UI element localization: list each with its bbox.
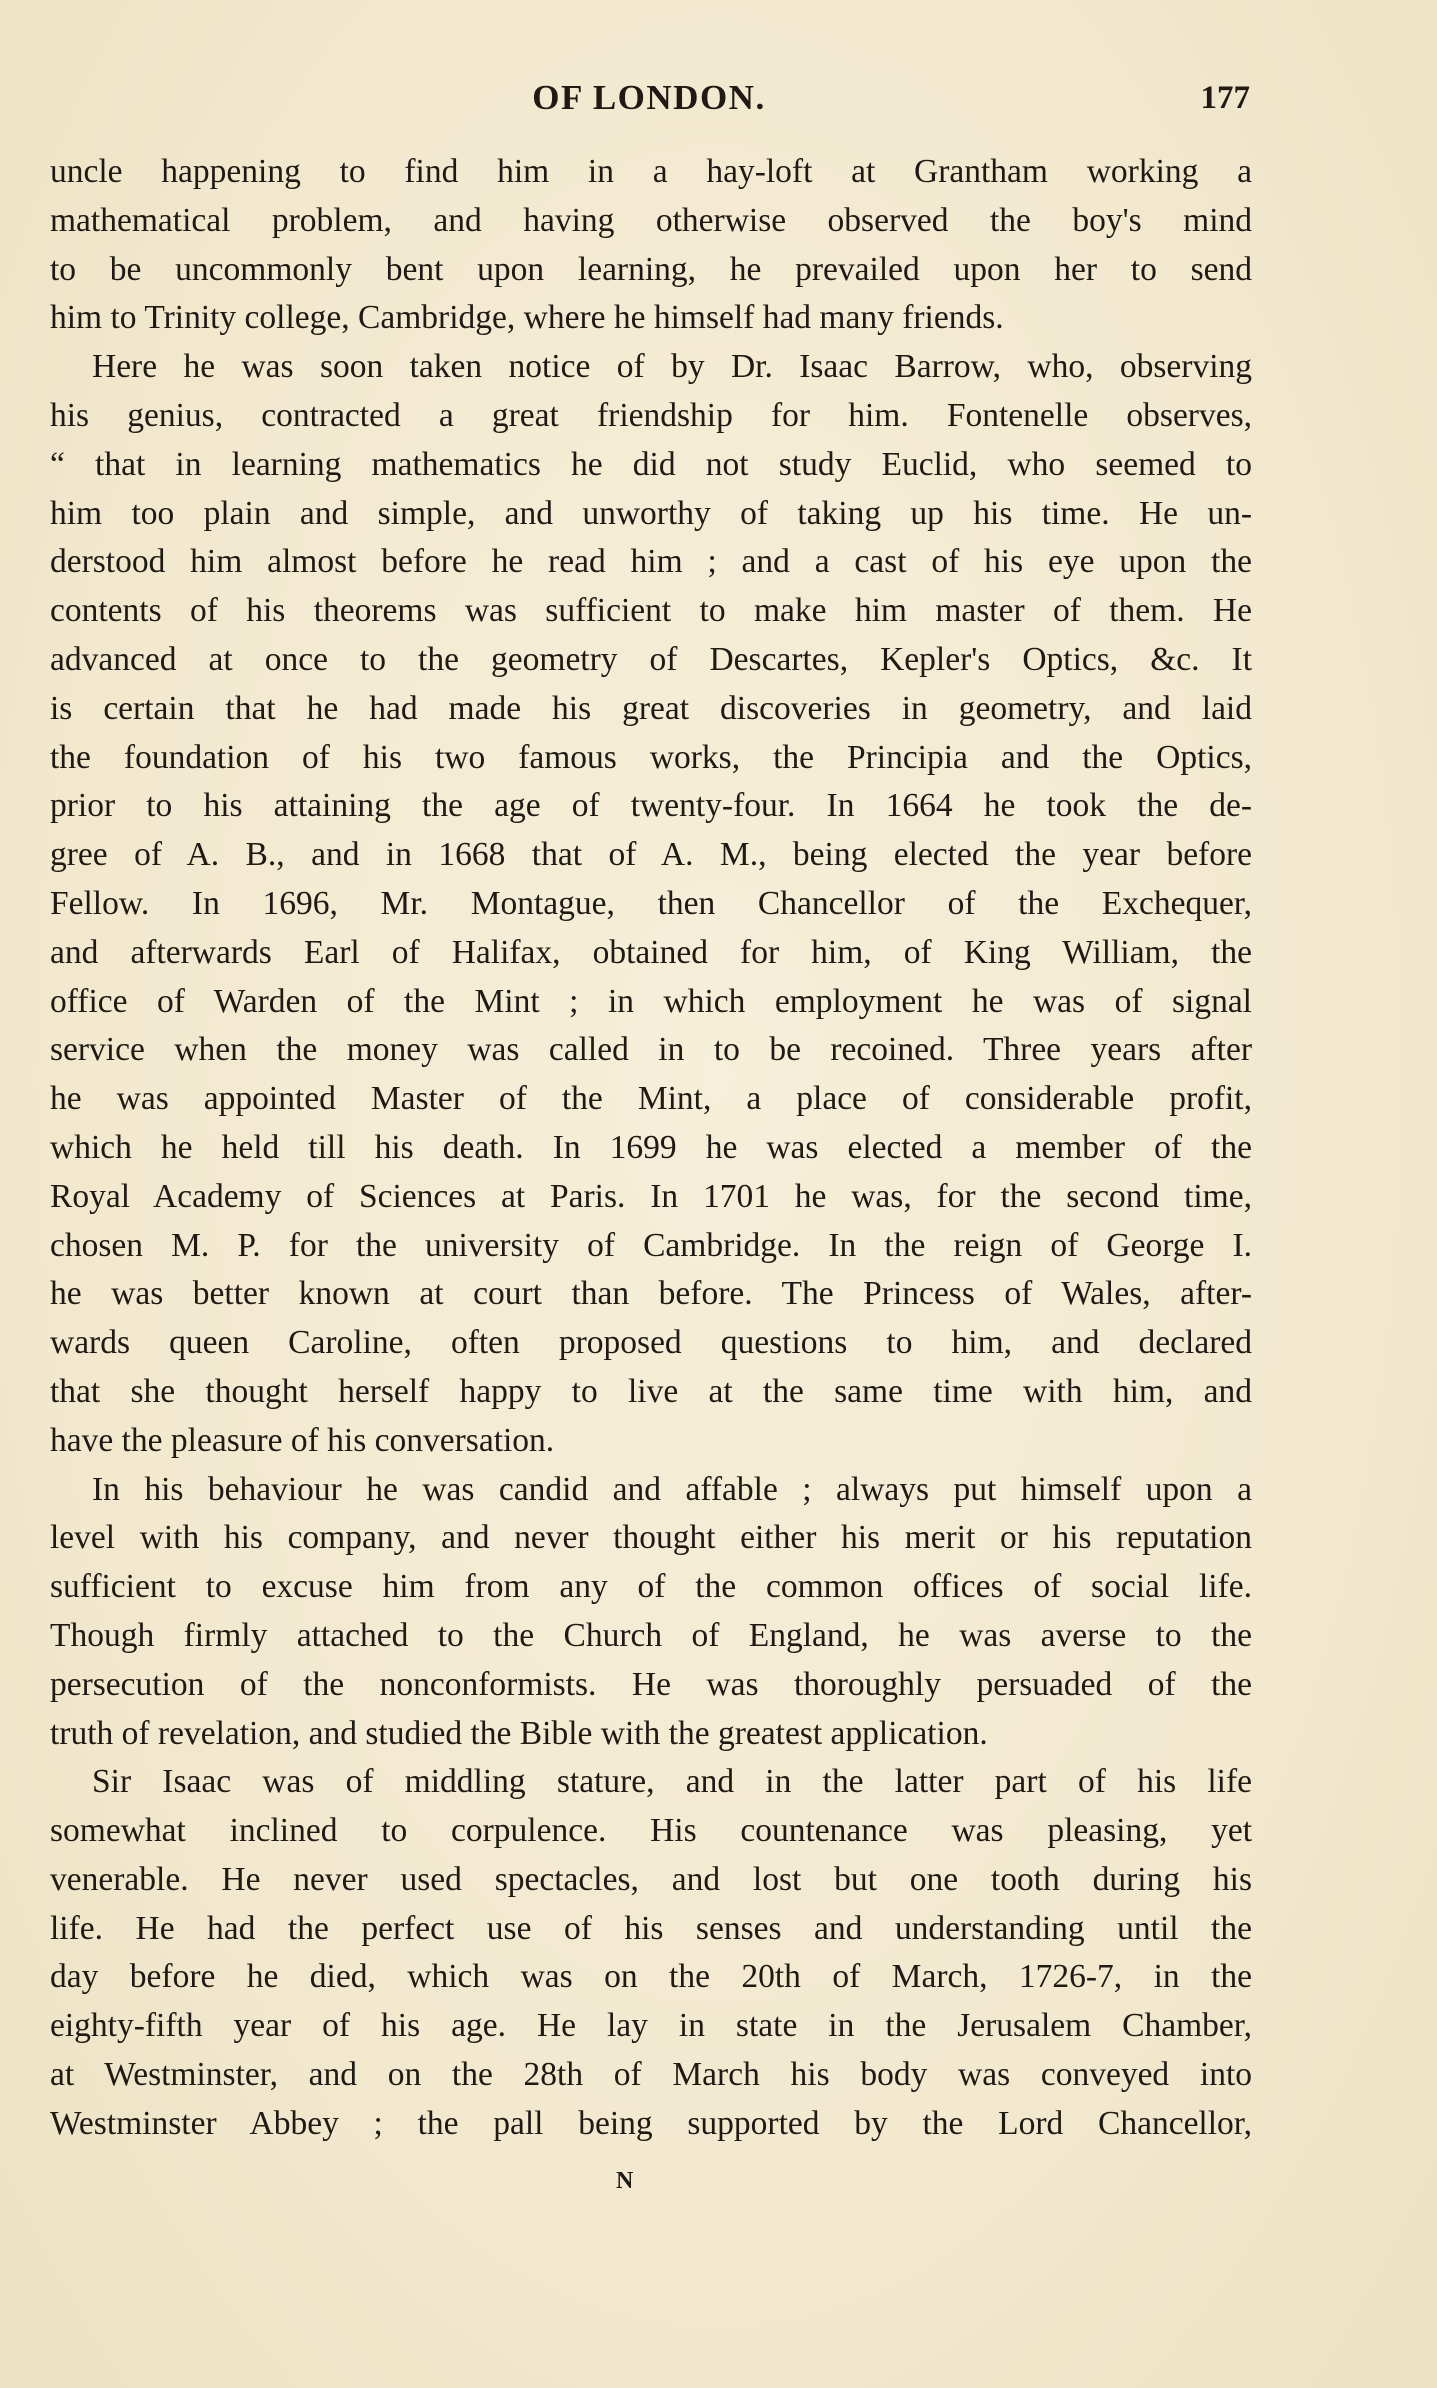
text-line: to be uncommonly bent upon learning, he prevailed upon her to send <box>50 250 1252 288</box>
signature-mark: N <box>616 2168 634 2194</box>
text-line: sufficient to excuse him from any of the common offices of social life. <box>50 1568 1252 1606</box>
text-line: he was appointed Master of the Mint, a place of considerable profit, <box>50 1080 1252 1118</box>
text-line: Though firmly attached to the Church of England, he was averse to the <box>50 1616 1252 1654</box>
text-line: Royal Academy of Sciences at Paris. In 1701 he was, for the second time, <box>50 1177 1252 1215</box>
running-title: OF LONDON. <box>532 78 766 117</box>
text-line: derstood him almost before he read him ; and a cast of his eye upon the <box>50 543 1252 581</box>
text-line: advanced at once to the geometry of Descartes, Kepler's Optics, &c. It <box>50 640 1252 678</box>
text-line: chosen M. P. for the university of Cambridge. In the reign of George I. <box>50 1226 1252 1264</box>
body-text <box>50 148 1252 2149</box>
text-line: him too plain and simple, and unworthy of taking up his time. He un- <box>50 494 1252 532</box>
text-line: he was better known at court than before. The Princess of Wales, after- <box>50 1275 1252 1313</box>
paragraph-end-line: have the pleasure of his conversation. <box>50 1421 555 1459</box>
text-line: service when the money was called in to be recoined. Three years after <box>50 1031 1252 1069</box>
paragraph-end-line: truth of revelation, and studied the Bible with the greatest application. <box>50 1714 988 1752</box>
text-line: is certain that he had made his great discoveries in geometry, and laid <box>50 689 1252 727</box>
text-line: his genius, contracted a great friendship for him. Fontenelle observes, <box>50 396 1252 434</box>
running-head <box>48 78 1250 134</box>
text-line: eighty-fifth year of his age. He lay in state in the Jerusalem Chamber, <box>50 2007 1252 2045</box>
text-line: Westminster Abbey ; the pall being supported by the Lord Chancellor, <box>50 2104 1252 2142</box>
text-line: office of Warden of the Mint ; in which employment he was of signal <box>50 982 1252 1020</box>
text-line: contents of his theorems was sufficient to make him master of them. He <box>50 592 1252 630</box>
text-line: and afterwards Earl of Halifax, obtained for him, of King William, the <box>50 933 1252 971</box>
text-line: Fellow. In 1696, Mr. Montague, then Chancellor of the Exchequer, <box>50 884 1252 922</box>
text-line: the foundation of his two famous works, the Principia and the Optics, <box>50 738 1252 776</box>
text-line: life. He had the perfect use of his senses and understanding until the <box>50 1909 1252 1947</box>
text-line: day before he died, which was on the 20th of March, 1726-7, in the <box>50 1958 1252 1996</box>
text-line: “ that in learning mathematics he did not study Euclid, who seemed to <box>50 445 1252 483</box>
text-line: venerable. He never used spectacles, and lost but one tooth during his <box>50 1860 1252 1898</box>
text-line: prior to his attaining the age of twenty-four. In 1664 he took the de- <box>50 787 1252 825</box>
text-line: wards queen Caroline, often proposed questions to him, and declared <box>50 1324 1252 1362</box>
paragraph-end-line: him to Trinity college, Cambridge, where he himself had many friends. <box>50 299 1004 337</box>
text-line: which he held till his death. In 1699 he was elected a member of the <box>50 1128 1252 1166</box>
paragraph-start-line: In his behaviour he was candid and affable ; always put himself upon a <box>92 1470 1252 1508</box>
text-line: that she thought herself happy to live at the same time with him, and <box>50 1372 1252 1410</box>
text-line: at Westminster, and on the 28th of March his body was conveyed into <box>50 2056 1252 2094</box>
paragraph-start-line: Sir Isaac was of middling stature, and in the latter part of his life <box>92 1763 1252 1801</box>
paragraph-start-line: Here he was soon taken notice of by Dr. Isaac Barrow, who, observing <box>92 348 1252 386</box>
text-line: gree of A. B., and in 1668 that of A. M., being elected the year before <box>50 836 1252 874</box>
text-line: somewhat inclined to corpulence. His countenance was pleasing, yet <box>50 1812 1252 1850</box>
text-line: mathematical problem, and having otherwise observed the boy's mind <box>50 201 1252 239</box>
page-number: 177 <box>1200 80 1250 116</box>
text-line: uncle happening to find him in a hay-loft at Grantham working a <box>50 153 1252 190</box>
text-line: persecution of the nonconformists. He was thoroughly persuaded of the <box>50 1665 1252 1703</box>
text-line: level with his company, and never thought either his merit or his reputation <box>50 1519 1252 1557</box>
